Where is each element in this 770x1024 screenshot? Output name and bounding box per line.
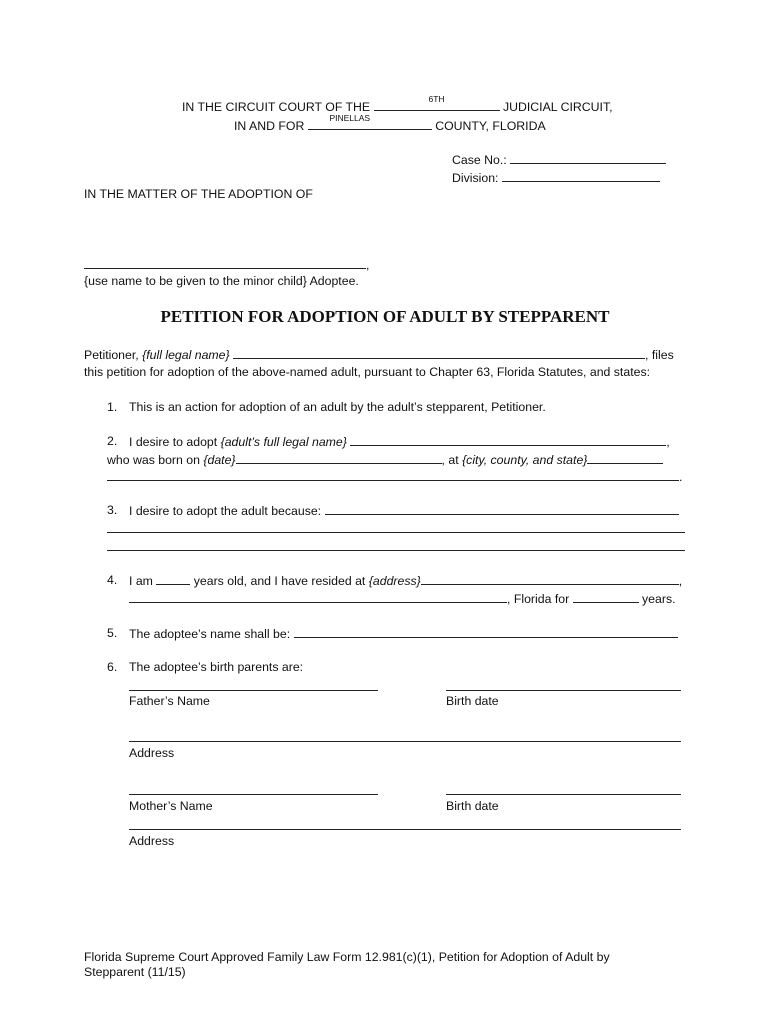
mother-address-label: Address — [129, 834, 175, 848]
petitioner-label: Petitioner, — [84, 348, 139, 362]
item-4-comma: , — [678, 574, 683, 588]
adoptee-trailer: , — [366, 258, 370, 272]
matter-heading: IN THE MATTER OF THE ADOPTION OF — [84, 187, 313, 201]
father-address-label: Address — [129, 746, 175, 760]
item-3-line-1 — [129, 502, 679, 519]
item-1-text: This is an action for adoption of an adult by the adult’s stepparent, Petitioner. — [129, 400, 546, 414]
birth-date-field[interactable] — [236, 451, 442, 464]
circuit-suffix: JUDICIAL CIRCUIT, — [502, 100, 613, 114]
item-4-number: 4. — [107, 573, 118, 587]
county-field[interactable] — [308, 113, 432, 130]
date-hint: {date} — [203, 453, 236, 467]
reason-field-2[interactable] — [107, 532, 685, 533]
new-name-field[interactable] — [294, 625, 678, 638]
mother-name-field[interactable] — [129, 794, 378, 795]
age-field[interactable] — [156, 572, 190, 585]
petitioner-name-hint: {full legal name} — [142, 348, 230, 362]
mother-address-field[interactable] — [129, 829, 681, 830]
mother-birth-field[interactable] — [446, 794, 681, 795]
item-2-line-1 — [129, 433, 670, 450]
item-4-text-mid: years old, and I have resided at — [193, 574, 366, 588]
item-5-line — [129, 625, 678, 642]
place-hint: {city, county, and state} — [462, 453, 588, 467]
petitioner-name-field[interactable] — [233, 346, 645, 359]
born-on-label: who was born on — [107, 453, 200, 467]
item-2-line-2 — [107, 451, 663, 468]
item-2-text-a: I desire to adopt — [129, 435, 218, 449]
adoptee-note: {use name to be given to the minor child} Adoptee. — [84, 274, 359, 288]
mother-birth-label: Birth date — [446, 799, 499, 813]
circuit-value: 6TH — [428, 94, 445, 104]
petitioner-line — [84, 346, 674, 363]
item-4-line-1 — [129, 572, 682, 589]
case-no-label: Case No.: — [452, 153, 507, 167]
intro-line-2: this petition for adoption of the above-named adult, pursuant to Chapter 63, Florida Statutes, and states: — [84, 365, 651, 379]
years-field[interactable] — [573, 590, 639, 603]
item-4-text-a: I am — [129, 574, 153, 588]
item-6-number: 6. — [107, 660, 118, 674]
item-4-line-2 — [129, 590, 676, 607]
item-2-comma: , — [666, 435, 670, 449]
mother-name-label: Mother’s Name — [129, 799, 213, 813]
item-3-text: I desire to adopt the adult because: — [129, 504, 322, 518]
reason-field-3[interactable] — [107, 550, 685, 551]
division-label: Division: — [452, 171, 499, 185]
footer-line-2: Stepparent (11/15) — [84, 965, 186, 979]
father-birth-label: Birth date — [446, 694, 499, 708]
county-prefix: IN AND FOR — [234, 119, 305, 133]
item-3-number: 3. — [107, 503, 118, 517]
item-1-number: 1. — [107, 400, 118, 414]
item-2-period: . — [679, 470, 683, 484]
court-circuit-line — [182, 94, 613, 115]
county-suffix: COUNTY, FLORIDA — [435, 119, 546, 133]
adult-name-field[interactable] — [350, 433, 666, 446]
division-field[interactable] — [502, 169, 660, 182]
court-county-line — [234, 113, 546, 134]
father-name-field[interactable] — [129, 690, 378, 691]
father-birth-field[interactable] — [446, 690, 681, 691]
item-5-number: 5. — [107, 626, 118, 640]
address-hint: {address} — [368, 574, 421, 588]
footer-line-1: Florida Supreme Court Approved Family Law Form 12.981(c)(1), Petition for Adoption of Adult by — [84, 950, 610, 964]
birth-place-field[interactable] — [587, 451, 663, 464]
adoptee-name-line — [84, 256, 369, 273]
division-line — [452, 169, 660, 186]
circuit-prefix: IN THE CIRCUIT COURT OF THE — [182, 100, 371, 114]
case-number-line — [452, 151, 666, 168]
adult-name-hint: {adult’s full legal name} — [220, 435, 347, 449]
petition-title: PETITION FOR ADOPTION OF ADULT BY STEPPARENT — [160, 307, 610, 326]
birth-place-field-cont[interactable] — [107, 480, 679, 481]
adoptee-name-field[interactable] — [84, 256, 366, 269]
item-2-number: 2. — [107, 434, 118, 448]
county-value: PINELLAS — [329, 113, 371, 123]
residence-address-field[interactable] — [421, 572, 679, 585]
father-name-label: Father’s Name — [129, 694, 210, 708]
item-5-text: The adoptee’s name shall be: — [129, 627, 291, 641]
case-no-field[interactable] — [510, 151, 666, 164]
years-label: years. — [642, 592, 676, 606]
files-text: , files — [645, 348, 674, 362]
father-address-field[interactable] — [129, 741, 681, 742]
item-6-text: The adoptee’s birth parents are: — [129, 660, 304, 674]
florida-for-label: , Florida for — [507, 592, 570, 606]
reason-field-1[interactable] — [325, 502, 679, 515]
circuit-field[interactable] — [374, 94, 500, 111]
residence-address-field-2[interactable] — [129, 590, 507, 603]
at-label: , at — [441, 453, 459, 467]
